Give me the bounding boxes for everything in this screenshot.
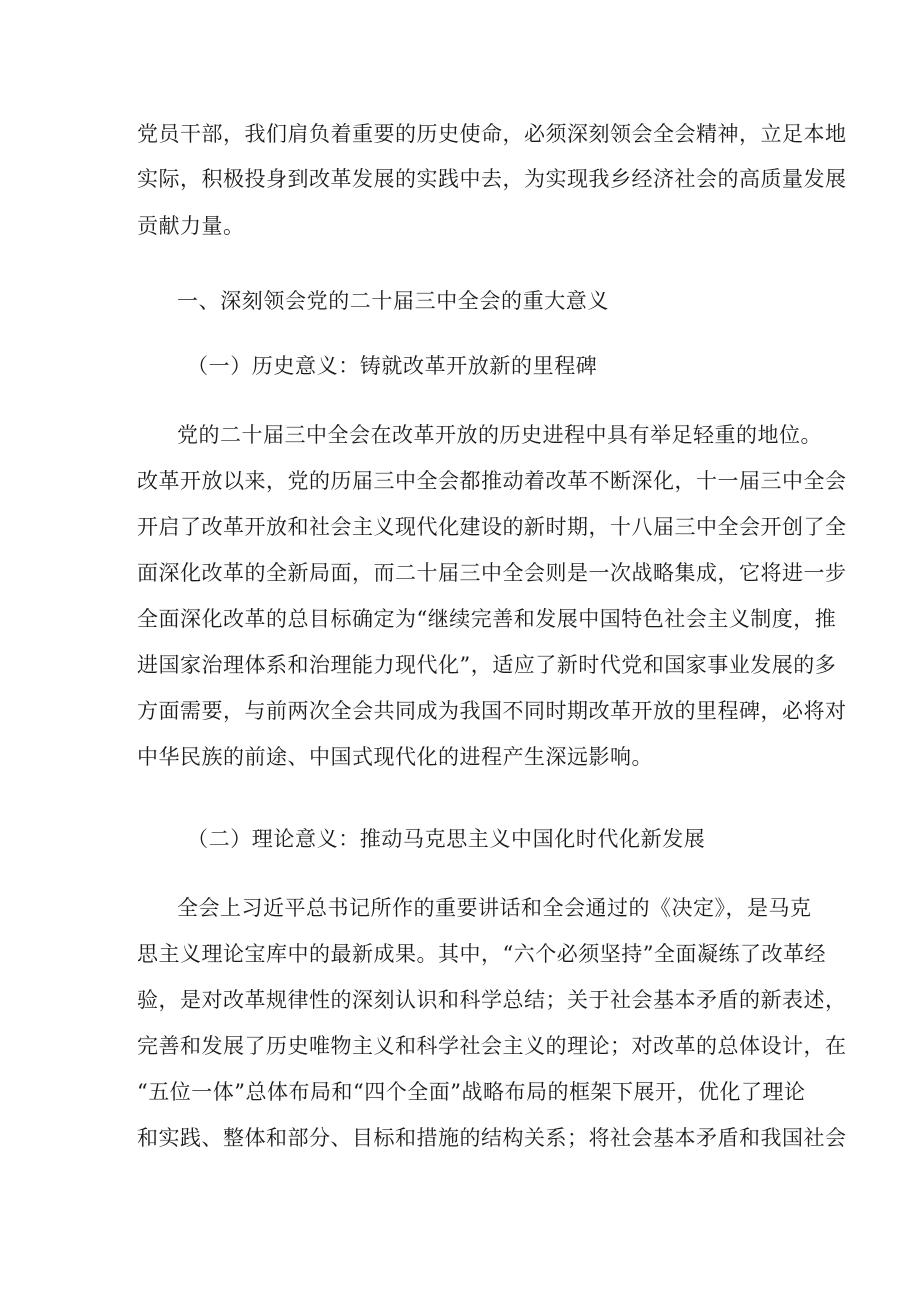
paragraph-2-line-5: “五位一体”总体布局和“四个全面”战略布局的框架下展开，优化了理论 bbox=[137, 1080, 806, 1104]
paragraph-2-line-4: 完善和发展了历史唯物主义和科学社会主义的理论；对改革的总体设计，在 bbox=[137, 1034, 847, 1058]
paragraph-2-line-6: 和实践、整体和部分、目标和措施的结构关系；将社会基本矛盾和我国社会 bbox=[137, 1126, 847, 1150]
paragraph-1-line-8: 中华民族的前途、中国式现代化的进程产生深远影响。 bbox=[137, 745, 653, 769]
paragraph-1-line-1: 党的二十届三中全会在改革开放的历史进程中具有举足轻重的地位。 bbox=[177, 423, 822, 447]
section-1-title: 一、深刻领会党的二十届三中全会的重大意义 bbox=[177, 289, 609, 313]
paragraph-2-line-3: 验，是对改革规律性的深刻认识和科学总结；关于社会基本矛盾的新表述， bbox=[137, 988, 847, 1012]
paragraph-1-line-7: 方面需要，与前两次全会共同成为我国不同时期改革开放的里程碑，必将对 bbox=[137, 699, 847, 723]
paragraph-2-line-2: 思主义理论宝库中的最新成果。其中，“六个必须坚持”全面凝练了改革经 bbox=[137, 942, 826, 966]
paragraph-1-line-2: 改革开放以来，党的历届三中全会都推动着改革不断深化，十一届三中全会 bbox=[137, 469, 847, 493]
paragraph-1-line-6: 进国家治理体系和治理能力现代化”，适应了新时代党和国家事业发展的多 bbox=[137, 653, 837, 677]
paragraph-2-line-1: 全会上习近平总书记所作的重要讲话和全会通过的《决定》，是马克 bbox=[177, 896, 812, 920]
intro-line-1: 党员干部，我们肩负着重要的历史使命，必须深刻领会全会精神，立足本地 bbox=[137, 122, 847, 146]
paragraph-1-line-5: 全面深化改革的总目标确定为“继续完善和发展中国特色社会主义制度，推 bbox=[137, 607, 837, 631]
subsection-2-title: （二）理论意义：推动马克思主义中国化时代化新发展 bbox=[187, 827, 706, 851]
paragraph-1-line-3: 开启了改革开放和社会主义现代化建设的新时期，十八届三中全会开创了全 bbox=[137, 515, 847, 539]
intro-line-2: 实际，积极投身到改革发展的实践中去，为实现我乡经济社会的高质量发展 bbox=[137, 167, 847, 191]
intro-line-3: 贡献力量。 bbox=[137, 214, 245, 238]
paragraph-1-line-4: 面深化改革的全新局面，而二十届三中全会则是一次战略集成，它将进一步 bbox=[137, 561, 847, 585]
subsection-1-title: （一）历史意义：铸就改革开放新的里程碑 bbox=[187, 354, 598, 378]
